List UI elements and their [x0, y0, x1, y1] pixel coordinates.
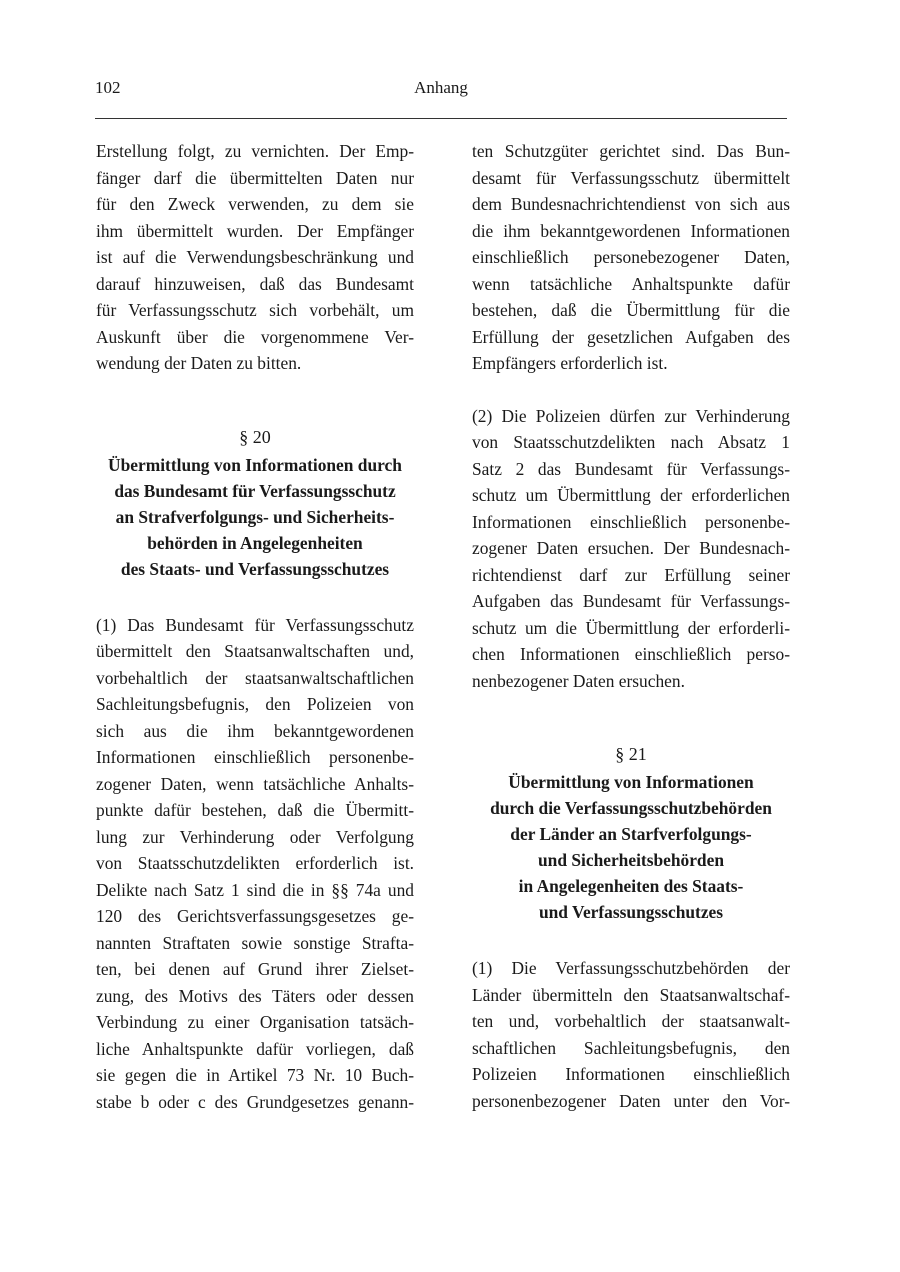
- text-line: für den Zweck verwenden, zu dem sie: [96, 194, 414, 214]
- text-line: richtendienst darf zur Erfüllung seiner: [472, 564, 790, 585]
- text-line: dem Bundesnachrichtendienst von sich aus: [472, 194, 790, 214]
- text-line: sie gegen die in Artikel 73 Nr. 10 Buch-: [96, 1065, 414, 1085]
- text-line: einschließlich personebezogener Daten,: [472, 247, 790, 267]
- left-column: [96, 138, 414, 1115]
- text-line: schutz um Übermittlung der erforderlichen: [472, 485, 790, 505]
- text-line: ten Schutzgüter gerichtet sind. Das Bun-: [472, 141, 790, 161]
- section-title-line: Übermittlung von Informationen: [508, 772, 754, 792]
- text-line: die ihm bekanntgewordenen Informationen: [472, 220, 790, 241]
- text-line: (1) Das Bundesamt für Verfassungsschutz: [96, 614, 414, 635]
- section-number: § 21: [615, 744, 647, 764]
- text-line: von Staatsschutzdelikten nach Absatz 1: [472, 432, 790, 452]
- section-title-line: der Länder an Starfverfolgungs-: [510, 824, 752, 844]
- text-line: Aufgaben das Bundesamt für Verfassungs-: [472, 591, 790, 611]
- section-title-line: und Verfassungsschutzes: [538, 902, 724, 922]
- text-line: Sachleitungsbefugnis, den Polizeien von: [96, 694, 414, 714]
- text-line: zogener Daten, wenn tatsächliche Anhalts-: [96, 773, 414, 794]
- right-para-3: [472, 955, 790, 1114]
- section-title-line: und Sicherheitsbehörden: [537, 850, 724, 870]
- text-line: schutz um die Übermittlung der erforderli-: [472, 617, 790, 638]
- right-para-1: [472, 138, 790, 377]
- text-line: von Staatsschutzdelikten erforderlich ist.: [96, 853, 414, 873]
- text-line: Länder übermitteln den Staatsanwaltschaf-: [472, 984, 790, 1005]
- section-number: § 20: [239, 426, 271, 447]
- text-line: Auskunft über die vorgenommene Ver-: [96, 326, 414, 347]
- text-line: ihm übermittelt wurden. Der Empfänger: [96, 220, 414, 241]
- text-line: Informationen einschließlich personenbe-: [96, 747, 414, 767]
- text-line: nannten Straftaten sowie sonstige Strafta-: [96, 932, 414, 953]
- text-line: darauf hinzuweisen, daß das Bundesamt: [96, 273, 414, 294]
- text-line: punkte dafür bestehen, daß die Übermitt-: [96, 800, 414, 820]
- section-title-line: das Bundesamt für Verfassungsschutz: [114, 480, 396, 501]
- right-para-2: [472, 403, 790, 695]
- text-line: wenn tatsächliche Anhaltspunkte dafür: [472, 273, 790, 294]
- text-line: ten, bei denen auf Grund ihrer Zielset-: [96, 959, 414, 979]
- section-20-heading: [96, 422, 414, 582]
- section-title-line: durch die Verfassungsschutzbehörden: [490, 798, 772, 818]
- text-line: Satz 2 das Bundesamt für Verfassungs-: [472, 458, 790, 479]
- text-line: wendung der Daten zu bitten.: [96, 353, 302, 373]
- text-line: sich aus die ihm bekanntgewordenen: [96, 720, 414, 741]
- text-line: chen Informationen einschließlich perso-: [472, 644, 790, 664]
- section-title-line: behörden in Angelegenheiten: [147, 532, 363, 553]
- text-line: nenbezogener Daten ersuchen.: [472, 670, 685, 691]
- section-title-line: Übermittlung von Informationen durch: [108, 454, 402, 475]
- page-number: 102: [95, 78, 121, 97]
- text-line: desamt für Verfassungsschutz übermittelt: [472, 167, 790, 188]
- text-line: Polizeien Informationen einschließlich: [472, 1064, 790, 1084]
- left-para-1: [96, 138, 414, 377]
- text-line: zogener Daten ersuchen. Der Bundesnach-: [472, 538, 790, 558]
- text-line: Erfüllung der gesetzlichen Aufgaben des: [472, 326, 790, 347]
- text-line: fänger darf die übermittelten Daten nur: [96, 167, 414, 188]
- section-title-line: an Strafverfolgungs- und Sicherheits-: [115, 506, 395, 527]
- text-line: Delikte nach Satz 1 sind die in §§ 74a und: [96, 879, 414, 900]
- section-title-line: des Staats- und Verfassungsschutzes: [120, 558, 390, 579]
- text-line: Empfängers erforderlich ist.: [472, 353, 668, 373]
- right-column: [472, 138, 790, 1114]
- text-line: personenbezogener Daten unter den Vor-: [472, 1090, 790, 1111]
- text-line: vorbehaltlich der staatsanwaltschaftlichen: [96, 667, 414, 688]
- text-line: (2) Die Polizeien dürfen zur Verhinderung: [472, 405, 790, 426]
- text-line: ist auf die Verwendungsbeschränkung und: [96, 247, 414, 267]
- text-line: liche Anhaltspunkte dafür vorliegen, daß: [96, 1038, 414, 1059]
- text-line: zung, des Motivs des Täters oder dessen: [96, 985, 414, 1006]
- text-line: Informationen einschließlich personenbe-: [472, 511, 790, 532]
- text-line: Erstellung folgt, zu vernichten. Der Emp-: [96, 141, 414, 161]
- page-header: [95, 78, 787, 108]
- text-line: Verbindung zu einer Organisation tatsäch-: [96, 1012, 414, 1032]
- text-line: lung zur Verhinderung oder Verfolgung: [96, 826, 414, 847]
- text-line: 120 des Gerichtsverfassungsgesetzes ge-: [96, 906, 414, 926]
- text-line: (1) Die Verfassungsschutzbehörden der: [472, 958, 790, 978]
- text-line: übermittelt den Staatsanwaltschaften und,: [96, 641, 414, 661]
- text-line: stabe b oder c des Grundgesetzes genann-: [96, 1091, 414, 1112]
- running-title: Anhang: [414, 78, 468, 97]
- text-line: schaftlichen Sachleitungsbefugnis, den: [472, 1037, 790, 1058]
- section-title-line: in Angelegenheiten des Staats-: [518, 876, 744, 896]
- header-rule: [95, 118, 787, 119]
- text-line: bestehen, daß die Übermittlung für die: [472, 300, 790, 320]
- text-line: für Verfassungsschutz sich vorbehält, um: [96, 300, 414, 320]
- left-para-2: [96, 612, 414, 1116]
- section-21-heading: [472, 739, 790, 925]
- text-line: ten und, vorbehaltlich der staatsanwalt-: [472, 1011, 790, 1031]
